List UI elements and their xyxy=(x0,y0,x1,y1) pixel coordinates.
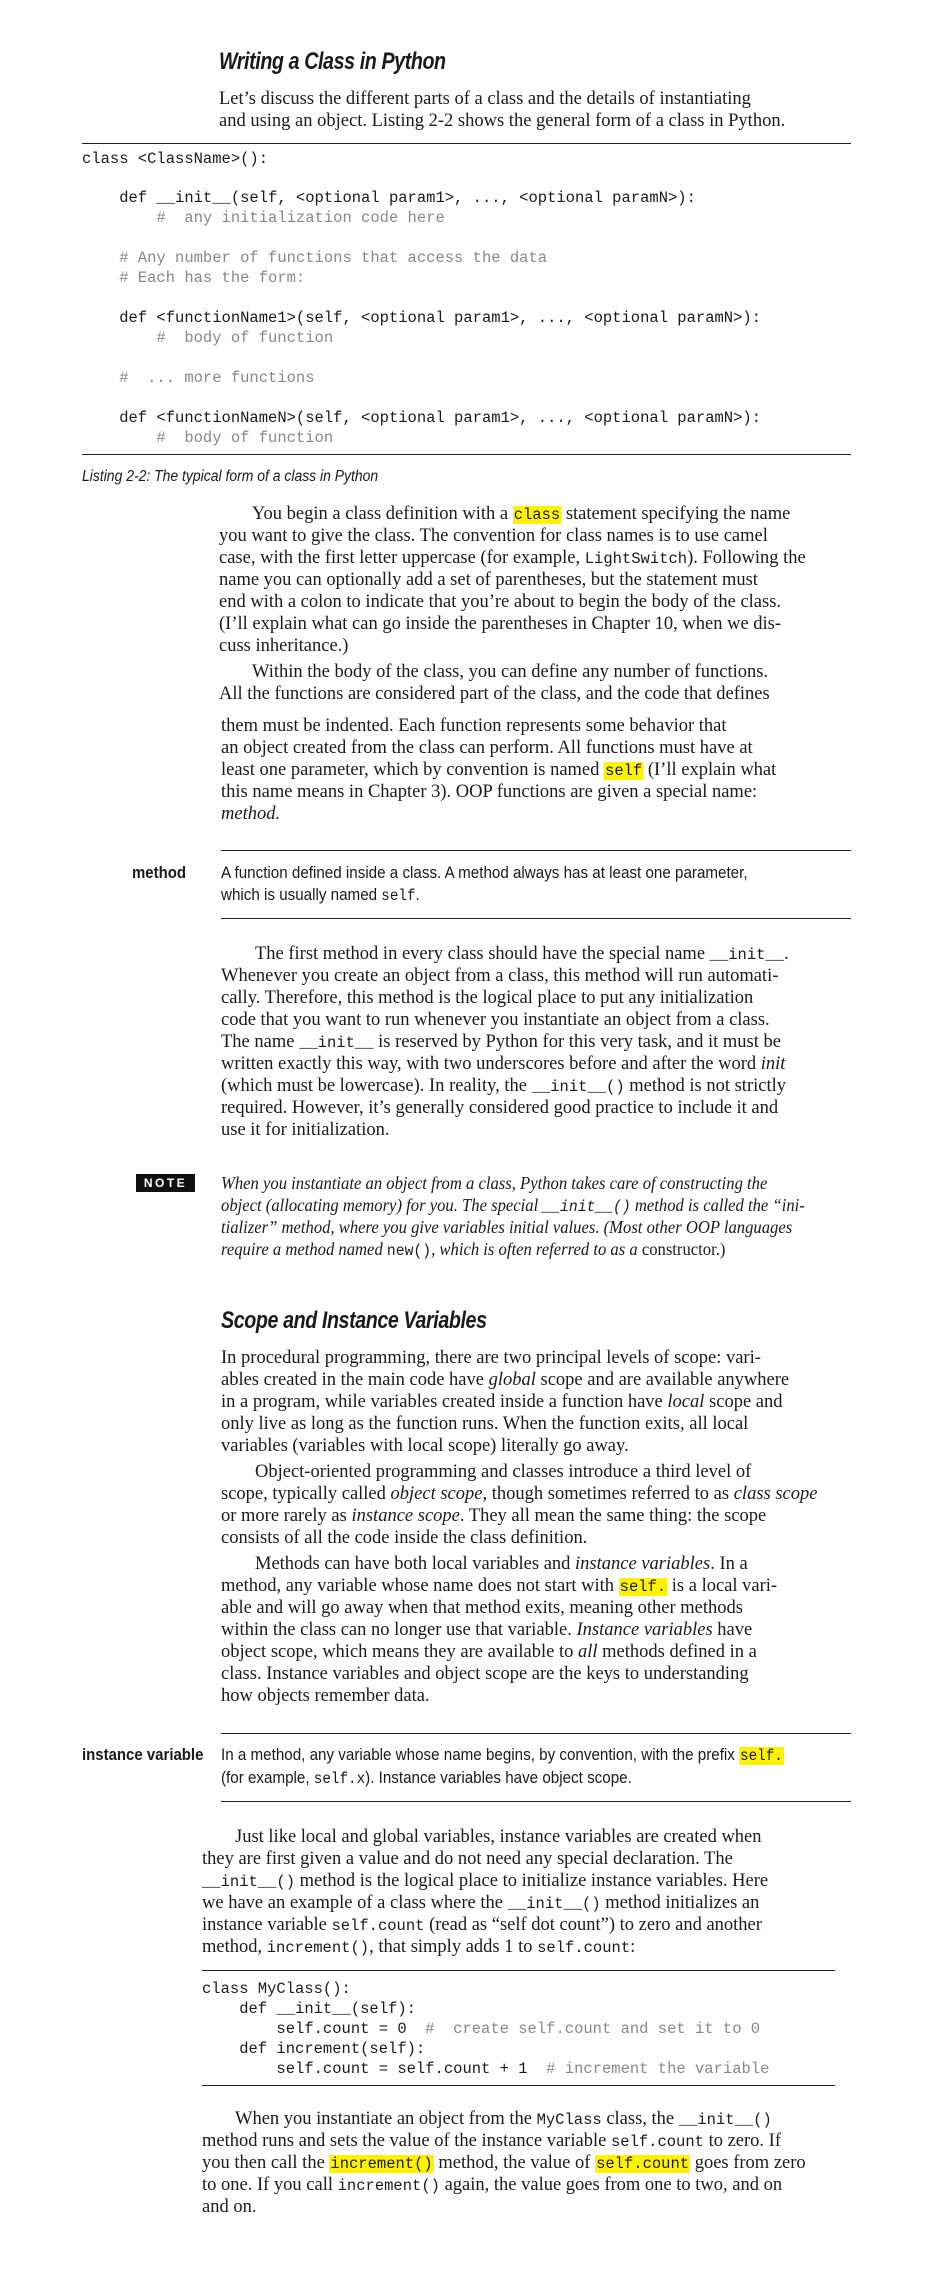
body-line: within the class can no longer use that variable. Instance variables have xyxy=(221,1620,753,1640)
code-comment: # Any number of functions that access the data xyxy=(82,249,548,267)
note-line: object (allocating memory) for you. The special __init__() method is called the “ini- xyxy=(221,1195,805,1216)
listing-bottom-rule xyxy=(82,454,851,455)
body-line: You begin a class definition with a class statement specifying the name xyxy=(252,504,791,524)
definition-bottom-rule xyxy=(221,1801,851,1802)
body-line: class. Instance variables and object scope are the keys to understanding xyxy=(221,1664,749,1684)
body-line: or more rarely as instance scope. They all mean the same thing: the scope xyxy=(221,1506,767,1526)
definition-top-rule xyxy=(221,1733,851,1734)
body-line: The name __init__ is reserved by Python for this very task, and it must be xyxy=(221,1032,781,1052)
listing-caption: Listing 2-2: The typical form of a class in Python xyxy=(82,468,379,485)
body-line: __init__() method is the logical place to initialize instance variables. Here xyxy=(202,1871,769,1891)
body-line: Within the body of the class, you can define any number of functions. xyxy=(252,662,769,682)
note-line: When you instantiate an object from a class, Python takes care of constructing the xyxy=(221,1173,768,1193)
body-line: in a program, while variables created inside a function have local scope and xyxy=(221,1392,783,1412)
code-comment: # body of function xyxy=(82,329,334,347)
body-line: you want to give the class. The convention for class names is to use camel xyxy=(219,526,768,546)
code-line: def <functionName1>(self, <optional param1>, ..., <optional paramN>): xyxy=(82,309,762,327)
note-badge: NOTE xyxy=(136,1174,195,1192)
highlight: self. xyxy=(740,1747,783,1765)
highlight: increment() xyxy=(330,2155,433,2173)
body-line: method runs and sets the value of the instance variable self.count to zero. If xyxy=(202,2131,781,2151)
body-line: you then call the increment() method, the value of self.count goes from zero xyxy=(202,2153,806,2173)
body-line: cuss inheritance.) xyxy=(219,636,349,656)
code-bottom-rule xyxy=(202,2085,835,2086)
definition-term: instance variable xyxy=(82,1745,204,1764)
intro-line: and using an object. Listing 2-2 shows the general form of a class in Python. xyxy=(219,111,786,131)
note-line: require a method named new(), which is often referred to as a constructor.) xyxy=(221,1239,726,1260)
note-line: tializer” method, where you give variables initial values. (Most other OOP languages xyxy=(221,1217,793,1237)
body-line: and on. xyxy=(202,2197,257,2217)
code-line: def increment(self): xyxy=(202,2040,426,2058)
body-line: All the functions are considered part of the class, and the code that defines xyxy=(219,684,770,704)
body-line: method, any variable whose name does not start with self. is a local vari- xyxy=(221,1576,778,1596)
section-title: Scope and Instance Variables xyxy=(221,1307,487,1334)
intro-line: Let’s discuss the different parts of a class and the details of instantiating xyxy=(219,89,751,109)
code-line: self.count = 0 # create self.count and set it to 0 xyxy=(202,2020,761,2038)
body-line: (which must be lowercase). In reality, the __init__() method is not strictly xyxy=(221,1076,786,1096)
body-line: to one. If you call increment() again, the value goes from one to two, and on xyxy=(202,2175,783,2195)
body-line: least one parameter, which by convention is named self (I’ll explain what xyxy=(221,760,777,780)
body-line: them must be indented. Each function represents some behavior that xyxy=(221,716,727,736)
code-line: def __init__(self): xyxy=(202,2000,416,2018)
body-line: an object created from the class can perform. All functions must have at xyxy=(221,738,753,758)
body-line: Object-oriented programming and classes introduce a third level of xyxy=(255,1462,752,1482)
body-line: Methods can have both local variables and instance variables. In a xyxy=(255,1554,748,1574)
body-line: consists of all the code inside the class definition. xyxy=(221,1528,588,1548)
body-line: variables (variables with local scope) literally go away. xyxy=(221,1436,629,1456)
definition-top-rule xyxy=(221,850,851,851)
definition-line: (for example, self.x). Instance variables have object scope. xyxy=(221,1769,632,1788)
code-line: self.count = self.count + 1 # increment the variable xyxy=(202,2060,770,2078)
body-line: (I’ll explain what can go inside the parentheses in Chapter 10, when we dis- xyxy=(219,614,782,634)
definition-line: In a method, any variable whose name begins, by convention, with the prefix self. xyxy=(221,1746,783,1765)
body-line: code that you want to run whenever you instantiate an object from a class. xyxy=(221,1010,770,1030)
highlight: self. xyxy=(619,1578,667,1596)
body-line: method. xyxy=(221,804,281,824)
code-line: def <functionNameN>(self, <optional param1>, ..., <optional paramN>): xyxy=(82,409,762,427)
code-line: def __init__(self, <optional param1>, ..., <optional paramN>): xyxy=(82,189,696,207)
body-line: method, increment(), that simply adds 1 to self.count: xyxy=(202,1937,636,1957)
body-line: required. However, it’s generally considered good practice to include it and xyxy=(221,1098,779,1118)
highlight: class xyxy=(513,506,561,524)
body-line: they are first given a value and do not need any special declaration. The xyxy=(202,1849,733,1869)
code-comment: # body of function xyxy=(82,429,334,447)
body-line: how objects remember data. xyxy=(221,1686,430,1706)
body-line: object scope, which means they are available to all methods defined in a xyxy=(221,1642,757,1662)
body-line: Just like local and global variables, instance variables are created when xyxy=(235,1827,762,1847)
highlight: self xyxy=(605,762,643,780)
body-line: When you instantiate an object from the MyClass class, the __init__() xyxy=(235,2109,772,2129)
body-line: In procedural programming, there are two principal levels of scope: vari- xyxy=(221,1348,761,1368)
body-line: end with a colon to indicate that you’re about to begin the body of the class. xyxy=(219,592,782,612)
code-comment: # Each has the form: xyxy=(82,269,306,287)
section-title: Writing a Class in Python xyxy=(219,48,446,75)
body-line: instance variable self.count (read as “self dot count”) to zero and another xyxy=(202,1915,762,1935)
code-line: class <ClassName>(): xyxy=(82,150,269,168)
body-line: scope, typically called object scope, though sometimes referred to as class scope xyxy=(221,1484,818,1504)
body-line: use it for initialization. xyxy=(221,1120,390,1140)
definition-term: method xyxy=(132,863,187,882)
code-top-rule xyxy=(202,1970,835,1971)
definition-bottom-rule xyxy=(221,918,851,919)
listing-top-rule xyxy=(82,143,851,144)
definition-line: which is usually named self. xyxy=(221,886,420,905)
body-line: case, with the first letter uppercase (for example, LightSwitch). Following the xyxy=(219,548,806,568)
code-line: class MyClass(): xyxy=(202,1980,351,1998)
code-comment: # ... more functions xyxy=(82,369,315,387)
definition-line: A function defined inside a class. A method always has at least one parameter, xyxy=(221,864,748,882)
body-line: able and will go away when that method exits, meaning other methods xyxy=(221,1598,743,1618)
body-line: ables created in the main code have global scope and are available anywhere xyxy=(221,1370,790,1390)
body-line: name you can optionally add a set of parentheses, but the statement must xyxy=(219,570,758,590)
body-line: only live as long as the function runs. When the function exits, all local xyxy=(221,1414,749,1434)
body-line: Whenever you create an object from a class, this method will run automati- xyxy=(221,966,779,986)
body-line: cally. Therefore, this method is the logical place to put any initialization xyxy=(221,988,754,1008)
body-line: written exactly this way, with two underscores before and after the word init xyxy=(221,1054,786,1074)
body-line: The first method in every class should have the special name __init__. xyxy=(255,944,789,964)
code-comment: # any initialization code here xyxy=(82,209,445,227)
highlight: self.count xyxy=(596,2155,690,2173)
body-line: we have an example of a class where the __init__() method initializes an xyxy=(202,1893,760,1913)
body-line: this name means in Chapter 3). OOP functions are given a special name: xyxy=(221,782,758,802)
